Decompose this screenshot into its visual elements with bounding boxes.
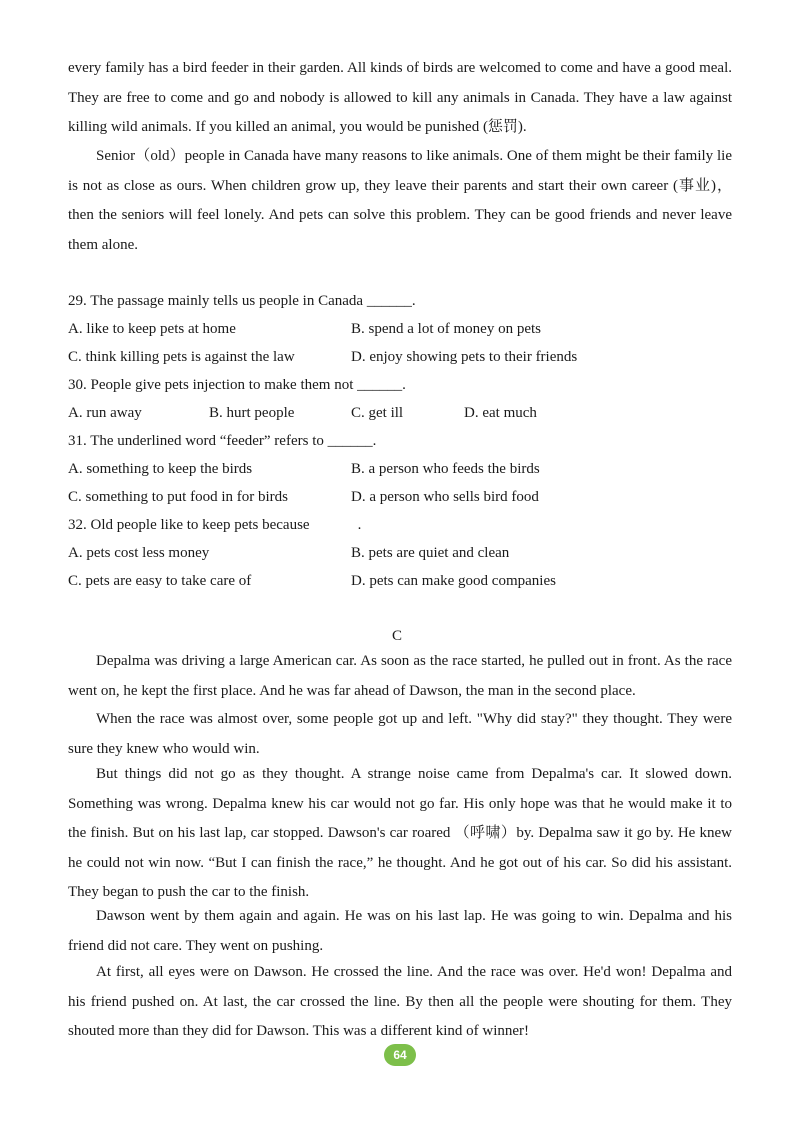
question-31-option-c[interactable]: C. something to put food in for birds <box>68 489 288 505</box>
question-31-option-d[interactable]: D. a person who sells bird food <box>351 489 539 505</box>
question-29-option-a[interactable]: A. like to keep pets at home <box>68 321 236 337</box>
question-32-option-a[interactable]: A. pets cost less money <box>68 545 210 561</box>
question-32-stem-end: . <box>357 517 362 533</box>
question-32-stem-text: 32. Old people like to keep pets because <box>68 517 310 533</box>
section-c-heading: C <box>392 628 403 644</box>
question-32-stem <box>68 515 361 535</box>
question-30-option-a[interactable]: A. run away <box>68 405 142 421</box>
passage-b-paragraph-2: Senior（old）people in Canada have many reasons to like animals. One of them might be their family lie is not as close as ours. When children grow up, they leave their parents and start their own career (事业)，then the seniors will feel lonely. And pets can solve this problem. They can be good friends and never leave them alone. <box>68 148 732 253</box>
question-32-option-d[interactable]: D. pets can make good companies <box>351 573 556 589</box>
question-30-option-c[interactable]: C. get ill <box>351 405 404 421</box>
passage-c-paragraph-1: Depalma was driving a large American car. As soon as the race started, he pulled out in front. As the race went on, he kept the first place. And he was far ahead of Dawson, the man in the second place. <box>68 653 732 699</box>
passage-c-paragraph-2: When the race was almost over, some people got up and left. "Why did stay?" they thought. They were sure they knew who would win. <box>68 711 732 757</box>
question-29-stem: 29. The passage mainly tells us people in Canada ______. <box>68 293 416 309</box>
question-31-option-b[interactable]: B. a person who feeds the birds <box>351 461 540 477</box>
passage-c-paragraph-3: But things did not go as they thought. A strange noise came from Depalma's car. It slowed down. Something was wrong. Depalma knew his car would not go far. His only hope was that he would make it to the finish. But on his last lap, car stopped. Dawson's car roared （呼啸）by. Depalma saw it go by. He knew he could not win now. “But I can finish the race,” he thought. And he got out of his car. So did his assistant. They began to push the car to the finish. <box>68 766 732 900</box>
question-31-stem: 31. The underlined word “feeder” refers to ______. <box>68 433 377 449</box>
question-30-stem: 30. People give pets injection to make them not ______. <box>68 377 406 393</box>
question-32-option-b[interactable]: B. pets are quiet and clean <box>351 545 510 561</box>
question-31-option-a[interactable]: A. something to keep the birds <box>68 461 253 477</box>
question-30-option-d[interactable]: D. eat much <box>464 405 537 421</box>
page-number-badge: 64 <box>384 1044 416 1066</box>
question-29-option-c[interactable]: C. think killing pets is against the law <box>68 349 295 365</box>
question-29-option-b[interactable]: B. spend a lot of money on pets <box>351 321 541 337</box>
question-29-option-d[interactable]: D. enjoy showing pets to their friends <box>351 349 578 365</box>
question-30-option-b[interactable]: B. hurt people <box>209 405 295 421</box>
passage-c-paragraph-4: Dawson went by them again and again. He was on his last lap. He was going to win. Depalma and his friend did not care. They went on pushing. <box>68 908 732 954</box>
question-32-option-c[interactable]: C. pets are easy to take care of <box>68 573 252 589</box>
passage-b-paragraph-1: every family has a bird feeder in their garden. All kinds of birds are welcomed to come and have a good meal. They are free to come and go and nobody is allowed to kill any animals in Canada. They have a law against killing wild animals. If you killed an animal, you would be punished (惩罚). <box>68 60 732 135</box>
passage-c-paragraph-5: At first, all eyes were on Dawson. He crossed the line. And the race was over. He'd won! Depalma and his friend pushed on. At last, the car crossed the line. By then all the people were shouting for them. They shouted more than they did for Dawson. This was a different kind of winner! <box>68 964 732 1039</box>
